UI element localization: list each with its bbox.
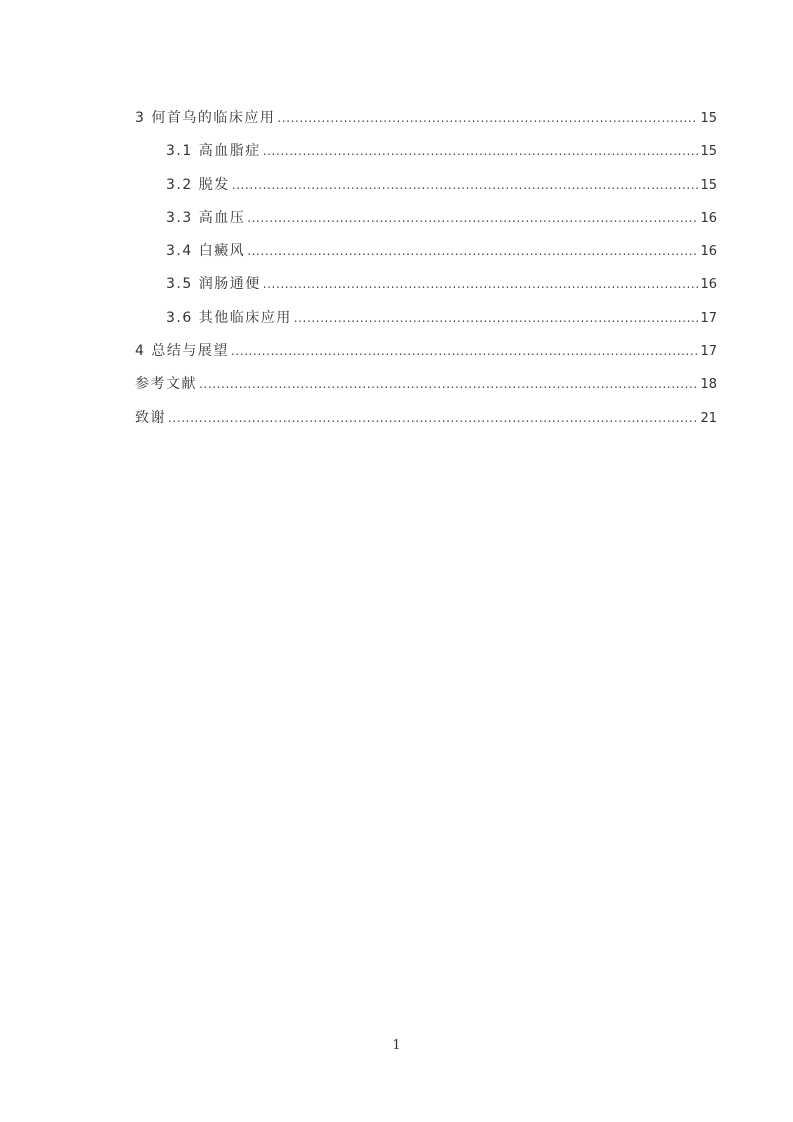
toc-entry-title: 3 何首乌的临床应用	[135, 110, 276, 126]
toc-entry-title: 3.5 润肠通便	[166, 276, 261, 293]
toc-entry-page: 18	[700, 377, 717, 393]
toc-entry-page: 16	[700, 210, 717, 226]
toc-dot-leader	[294, 308, 699, 328]
toc-entry-clinical-applications[interactable]	[135, 108, 717, 141]
toc-dot-leader	[263, 274, 699, 294]
toc-entry-title: 3.1 高血脂症	[166, 143, 261, 160]
toc-entry-title: 3.2 脱发	[166, 176, 230, 193]
toc-entry-laxative[interactable]	[135, 274, 717, 307]
toc-entry-page: 16	[700, 244, 717, 260]
toc-dot-leader	[168, 408, 698, 428]
toc-entry-title: 3.4 白癜风	[166, 243, 246, 260]
toc-entry-title: 参考文献	[135, 376, 197, 393]
toc-entry-page: 17	[700, 344, 717, 360]
toc-dot-leader	[277, 108, 698, 128]
page-number: 1	[392, 1038, 401, 1053]
toc-entry-page: 17	[700, 310, 717, 326]
toc-entry-page: 21	[700, 410, 717, 426]
toc-entry-vitiligo[interactable]	[135, 241, 717, 274]
toc-entry-title: 3.6 其他临床应用	[166, 309, 292, 326]
toc-dot-leader	[231, 341, 699, 361]
toc-dot-leader	[232, 175, 699, 195]
toc-entry-references[interactable]	[135, 374, 717, 407]
toc-entry-summary[interactable]	[135, 341, 717, 374]
toc-entry-title: 致谢	[135, 409, 166, 426]
toc-entry-page: 15	[700, 111, 717, 126]
toc-entry-hyperlipidemia[interactable]	[135, 141, 717, 174]
toc-entry-acknowledgements[interactable]	[135, 408, 717, 441]
toc-dot-leader	[263, 141, 699, 161]
toc-entry-title: 3.3 高血压	[166, 209, 246, 226]
toc-entry-page: 15	[700, 177, 717, 193]
toc-dot-leader	[247, 208, 698, 228]
toc-dot-leader	[247, 241, 698, 261]
toc-entry-page: 16	[700, 277, 717, 293]
toc-entry-hypertension[interactable]	[135, 208, 717, 241]
toc-entry-title: 4 总结与展望	[135, 343, 229, 360]
toc-entry-page: 15	[700, 144, 717, 160]
table-of-contents	[135, 108, 717, 441]
toc-entry-hair-loss[interactable]	[135, 175, 717, 208]
toc-entry-other-applications[interactable]	[135, 308, 717, 341]
toc-dot-leader	[199, 374, 698, 394]
